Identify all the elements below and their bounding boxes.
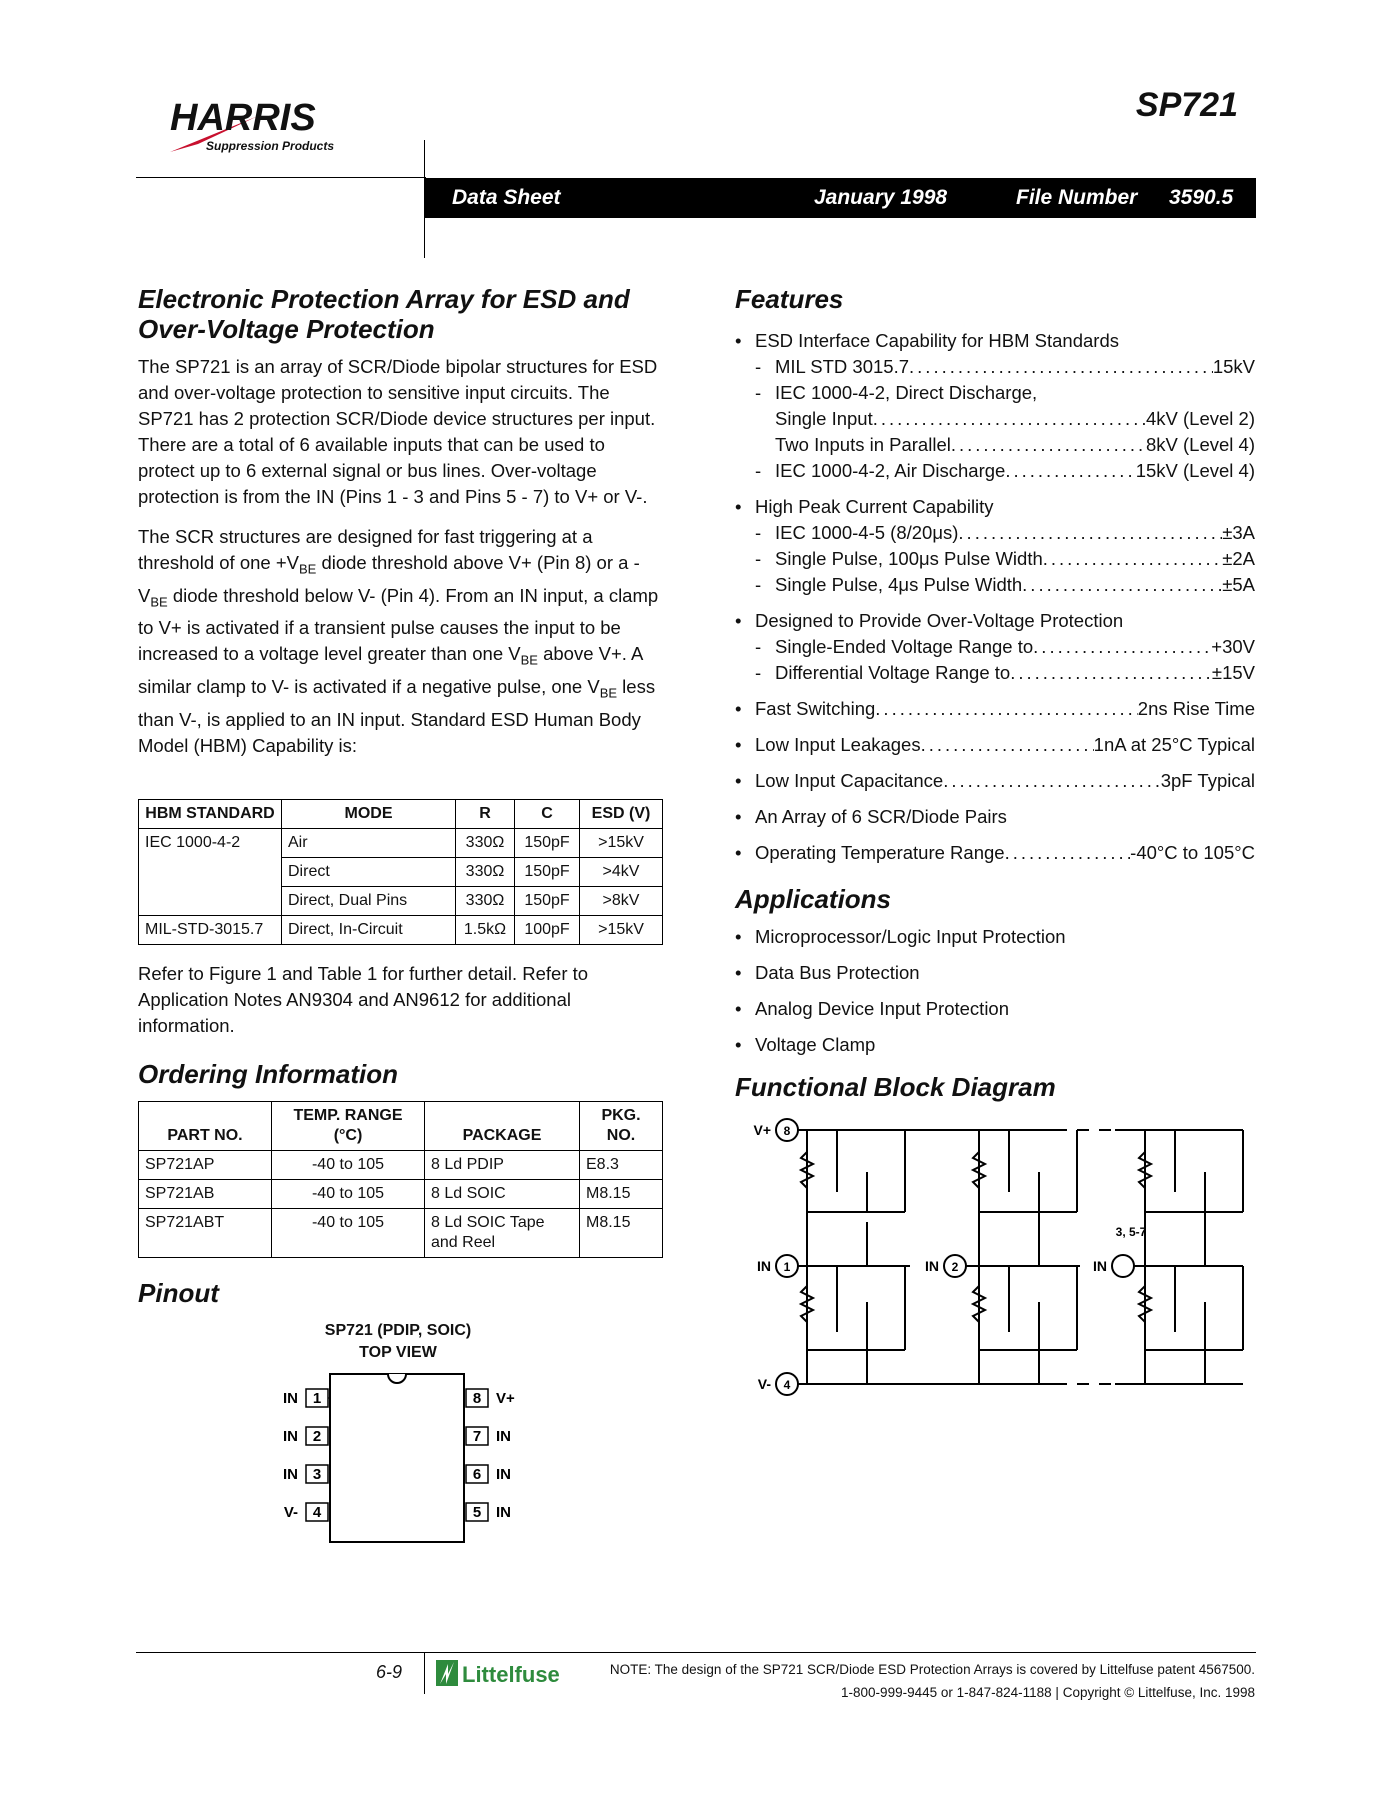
svg-text:5: 5 (472, 1503, 482, 1521)
svg-text:8: 8 (783, 1124, 791, 1138)
svg-text:1: 1 (312, 1389, 322, 1407)
footer-vertical-divider (424, 1652, 425, 1694)
table-cell: 150pF (515, 886, 580, 915)
table-cell: Direct, Dual Pins (282, 886, 456, 915)
patent-note: NOTE: The design of the SP721 SCR/Diode ESD Protection Arrays is covered by Littelfuse patent 4567500. (609, 1662, 1255, 1677)
table-row (139, 1179, 663, 1208)
left-column (138, 284, 663, 1569)
table-cell: IEC 1000-4-2 (139, 828, 282, 915)
svg-text:V-: V- (757, 1376, 771, 1392)
svg-text:IN: IN (925, 1258, 939, 1274)
main-title: Electronic Protection Array for ESD and Over-Voltage Protection (138, 284, 630, 344)
svg-text:V+: V+ (753, 1122, 771, 1138)
table-cell: Direct (282, 857, 456, 886)
pin-4 (284, 1503, 328, 1521)
table-cell: >15kV (580, 915, 663, 944)
table-cell: 150pF (515, 828, 580, 857)
pin-3 (283, 1465, 328, 1483)
svg-text:2: 2 (312, 1427, 322, 1445)
svg-text:3, 5-7: 3, 5-7 (1115, 1225, 1147, 1239)
banner-date: January 1998 (814, 186, 948, 209)
svg-text:4: 4 (783, 1378, 791, 1392)
pin-6 (466, 1465, 511, 1483)
applications-list (735, 924, 1255, 1058)
table-cell: >15kV (580, 828, 663, 857)
table-cell: >8kV (580, 886, 663, 915)
table-cell: 1.5kΩ (456, 915, 515, 944)
order-header-part: PART NO. (139, 1101, 272, 1150)
table-cell: 8 Ld SOIC (425, 1179, 580, 1208)
table-cell: 8 Ld SOIC Tape and Reel (425, 1208, 580, 1257)
footer-notes (600, 1660, 1255, 1702)
svg-text:IN: IN (283, 1465, 298, 1483)
list-item: • Data Bus Protection (735, 960, 1255, 986)
svg-text:V-: V- (283, 1503, 298, 1521)
table-cell: M8.15 (580, 1208, 663, 1257)
reference-paragraph: Refer to Figure 1 and Table 1 for further detail. Refer to Application Notes AN9304 and AN9612 for additional information. (138, 962, 589, 1036)
table-row (139, 915, 663, 944)
svg-text:IN: IN (496, 1427, 511, 1445)
in3-terminal (1093, 1225, 1147, 1277)
svg-text:Littelfuse: Littelfuse (462, 1662, 560, 1687)
littelfuse-logo (436, 1658, 576, 1695)
scr-cell (1139, 1130, 1243, 1384)
table-cell: Air (282, 828, 456, 857)
banner-doc-type: Data Sheet (452, 186, 561, 209)
svg-text:IN: IN (1093, 1258, 1107, 1274)
pinout-title: Pinout (138, 1277, 219, 1308)
hbm-table (138, 799, 663, 945)
list-item: • Microprocessor/Logic Input Protection (735, 924, 1255, 950)
hbm-header-r: R (456, 799, 515, 828)
table-cell: E8.3 (580, 1150, 663, 1179)
table-row (139, 1150, 663, 1179)
table-cell: -40 to 105 (272, 1208, 425, 1257)
scr-cell (801, 1130, 905, 1384)
block-diagram-title: Functional Block Diagram (735, 1072, 1056, 1102)
svg-text:IN: IN (283, 1389, 298, 1407)
header-banner (424, 178, 1256, 218)
svg-text:2: 2 (951, 1260, 959, 1274)
hbm-header-standard: HBM STANDARD (139, 799, 282, 828)
list-item: • Voltage Clamp (735, 1032, 1255, 1058)
svg-text:Suppression Products: Suppression Products (206, 139, 335, 153)
table-cell: -40 to 105 (272, 1150, 425, 1179)
footer-divider (136, 1652, 1256, 1653)
feature-esd: • ESD Interface Capability for HBM Standards - MIL STD 3015.7 ..... 15kV - IEC 1000-4-2, Direct Discharge, Single Input ..... 4kV (Level 2) Two Inputs in Parallel ..... 8kV (Level 4) - IEC 1000-4-2, Air Discharge ..... 15kV (Level 4) (735, 328, 1255, 484)
chip-notch (388, 1374, 406, 1383)
vplus-terminal (753, 1119, 798, 1141)
svg-text:3: 3 (312, 1465, 322, 1483)
svg-text:IN: IN (496, 1465, 511, 1483)
vminus-terminal (758, 1373, 798, 1395)
in1-terminal (757, 1255, 798, 1277)
table-cell: MIL-STD-3015.7 (139, 915, 282, 944)
pinout-caption-view: TOP VIEW (359, 1343, 437, 1361)
features-list (735, 328, 1255, 866)
svg-text:IN: IN (496, 1503, 511, 1521)
scr-cell (973, 1130, 1077, 1384)
pinout-caption (138, 1320, 658, 1364)
table-cell: 330Ω (456, 886, 515, 915)
functional-block-diagram (735, 1112, 1255, 1412)
table-cell: 330Ω (456, 857, 515, 886)
order-header-pkg-no: PKG. NO. (580, 1101, 663, 1150)
table-row (139, 1208, 663, 1257)
scr-paragraph: The SCR structures are designed for fast triggering at a threshold of one $+V_{BE}$ diode threshold above V+ (Pin 8) or a $-V_{BE}$ diode threshold below V- (Pin 4). From an IN input, a clamp to V+ is activated if a transient pulse causes the input to be increased to a voltage level greater than one $V_{BE}$ above V+. A similar clamp to V- is activated if a negative pulse, one $V_{BE}$ less than V-, is applied to an IN input. Standard ESD Human Body Model (HBM) Capability is: (138, 526, 659, 756)
page-number: 6-9 (376, 1662, 403, 1682)
ordering-title: Ordering Information (138, 1058, 398, 1089)
svg-text:IN: IN (283, 1427, 298, 1445)
table-cell: 100pF (515, 915, 580, 944)
header-divider (136, 177, 426, 178)
pin-5 (466, 1503, 511, 1521)
order-header-temp: TEMP. RANGE (°C) (272, 1101, 425, 1150)
list-item: • Analog Device Input Protection (735, 996, 1255, 1022)
svg-text:6: 6 (472, 1465, 482, 1483)
pin-8 (466, 1389, 515, 1407)
in2-terminal (925, 1255, 966, 1277)
svg-text:IN: IN (757, 1258, 771, 1274)
hbm-header-c: C (515, 799, 580, 828)
table-cell: 330Ω (456, 828, 515, 857)
feature-overvoltage: • Designed to Provide Over-Voltage Protection - Single-Ended Voltage Range to ..... +30V - Differential Voltage Range to ..... ±15V (735, 608, 1255, 686)
table-row (139, 828, 663, 857)
contact-copyright: 1-800-999-9445 or 1-847-824-1188 | Copyright © Littelfuse, Inc. 1998 (841, 1685, 1255, 1700)
feature-leakage: • Low Input Leakages ..... 1nA at 25°C Typical (735, 732, 1255, 758)
table-cell: -40 to 105 (272, 1179, 425, 1208)
feature-peak-current: • High Peak Current Capability - IEC 1000-4-5 (8/20μs) ..... ±3A - Single Pulse, 100μs Pulse Width ..... ±2A - Single Pulse, 4μs Pulse Width ..... ±5A (735, 494, 1255, 598)
table-cell: Direct, In-Circuit (282, 915, 456, 944)
feature-array: • An Array of 6 SCR/Diode Pairs (735, 804, 1255, 830)
feature-switching: • Fast Switching ..... 2ns Rise Time (735, 696, 1255, 722)
pin-1 (283, 1389, 330, 1407)
right-column (735, 284, 1255, 1417)
document-title: SP721 (1135, 86, 1238, 124)
svg-text:8: 8 (472, 1389, 482, 1407)
pinout-diagram (138, 1364, 663, 1564)
table-cell: >4kV (580, 857, 663, 886)
svg-text:HARRIS: HARRIS (170, 97, 316, 139)
applications-title: Applications (735, 884, 892, 914)
chip-body (330, 1374, 464, 1542)
banner-file-number: 3590.5 (1169, 186, 1234, 209)
svg-text:V+: V+ (496, 1389, 515, 1407)
feature-capacitance: • Low Input Capacitance ..... 3pF Typical (735, 768, 1255, 794)
order-header-package: PACKAGE (425, 1101, 580, 1150)
table-cell: 8 Ld PDIP (425, 1150, 580, 1179)
hbm-header-mode: MODE (282, 799, 456, 828)
pin-2 (283, 1427, 328, 1445)
ordering-table (138, 1101, 663, 1258)
pinout-caption-package: SP721 (PDIP, SOIC) (324, 1321, 472, 1339)
harris-logo (168, 96, 368, 156)
hbm-header-esd: ESD (V) (580, 799, 663, 828)
table-cell: SP721AP (139, 1150, 272, 1179)
table-cell: 150pF (515, 857, 580, 886)
intro-paragraph: The SP721 is an array of SCR/Diode bipolar structures for ESD and over-voltage protection to sensitive input circuits. The SP721 has 2 protection SCR/Diode device structures per input. There are a total of 6 available inputs that can be used to protect up to 6 external signal or bus lines. Over-voltage protection is from the IN (Pins 1 - 3 and Pins 5 - 7) to V+ or V-. (138, 356, 658, 507)
table-cell: SP721AB (139, 1179, 272, 1208)
features-title: Features (735, 284, 844, 314)
svg-text:1: 1 (783, 1260, 791, 1274)
feature-temperature: • Operating Temperature Range ..... -40°C to 105°C (735, 840, 1255, 866)
svg-text:7: 7 (472, 1427, 482, 1445)
svg-text:4: 4 (312, 1503, 322, 1521)
banner-file-label: File Number (1016, 186, 1138, 209)
table-cell: SP721ABT (139, 1208, 272, 1257)
table-cell: M8.15 (580, 1179, 663, 1208)
pin-7 (466, 1427, 511, 1445)
